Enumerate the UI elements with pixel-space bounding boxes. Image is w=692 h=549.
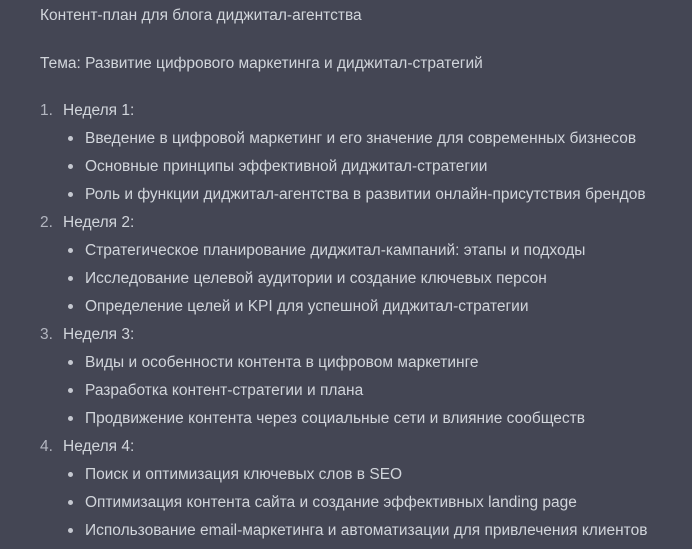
list-number: 3. [40, 326, 53, 343]
week-item [0, 212, 692, 234]
list-item-text: Исследование целевой аудитории и создание ключевых персон [85, 270, 547, 287]
bullet-icon [68, 500, 73, 505]
list-item [0, 380, 692, 402]
list-item [0, 520, 692, 542]
week-item [0, 100, 692, 122]
list-item-text: Роль и функции диджитал-агентства в развитии онлайн-присутствия брендов [85, 186, 646, 203]
bullet-icon [68, 388, 73, 393]
bullet-icon [68, 360, 73, 365]
week-label: Неделя 3: [63, 326, 135, 343]
list-item [0, 268, 692, 290]
bullet-icon [68, 248, 73, 253]
list-item-text: Определение целей и KPI для успешной диджитал-стратегии [85, 298, 529, 315]
week-item [0, 324, 692, 346]
plan-topic: Тема: Развитие цифрового маркетинга и диджитал-стратегий [40, 55, 483, 72]
list-item [0, 128, 692, 150]
list-item [0, 296, 692, 318]
bullet-icon [68, 192, 73, 197]
list-item-text: Поиск и оптимизация ключевых слов в SEO [85, 466, 403, 483]
list-number: 1. [40, 102, 53, 119]
list-item-text: Введение в цифровой маркетинг и его значение для современных бизнесов [85, 130, 637, 147]
bullet-icon [68, 416, 73, 421]
bullet-icon [68, 304, 73, 309]
list-item [0, 464, 692, 486]
bullet-icon [68, 528, 73, 533]
week-label: Неделя 4: [63, 438, 135, 455]
list-item [0, 492, 692, 514]
list-item-text: Оптимизация контента сайта и создание эффективных landing page [85, 494, 577, 511]
list-item-text: Продвижение контента через социальные сети и влияние сообществ [85, 410, 585, 427]
list-item-text: Стратегическое планирование диджитал-кампаний: этапы и подходы [85, 242, 586, 259]
list-item [0, 156, 692, 178]
list-item [0, 408, 692, 430]
list-item [0, 184, 692, 206]
bullet-icon [68, 164, 73, 169]
bullet-icon [68, 136, 73, 141]
list-item-text: Разработка контент-стратегии и плана [85, 382, 364, 399]
week-label: Неделя 2: [63, 214, 135, 231]
plan-title: Контент-план для блога диджитал-агентства [40, 7, 362, 24]
bullet-icon [68, 276, 73, 281]
bullet-icon [68, 472, 73, 477]
list-number: 4. [40, 438, 53, 455]
list-item-text: Основные принципы эффективной диджитал-стратегии [85, 158, 488, 175]
list-item [0, 240, 692, 262]
list-item-text: Использование email-маркетинга и автоматизации для привлечения клиентов [85, 522, 648, 539]
list-item [0, 352, 692, 374]
list-item-text: Виды и особенности контента в цифровом маркетинге [85, 354, 479, 371]
week-item [0, 436, 692, 458]
week-label: Неделя 1: [63, 102, 135, 119]
list-number: 2. [40, 214, 53, 231]
